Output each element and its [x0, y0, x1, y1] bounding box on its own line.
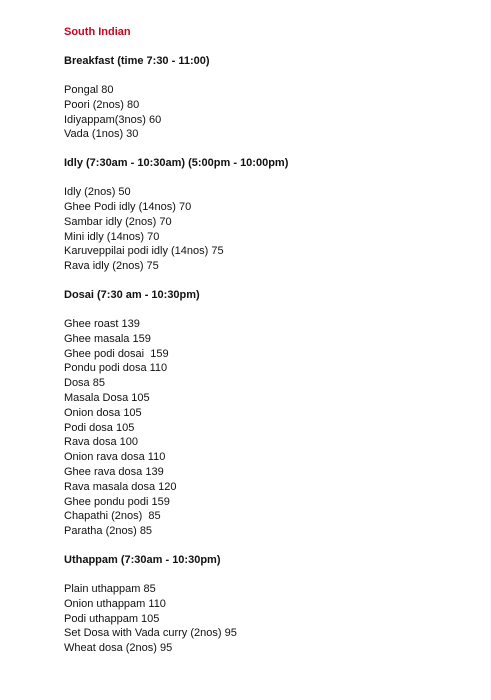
menu-item: Chapathi (2nos) 85: [64, 510, 161, 523]
menu-item: Onion rava dosa 110: [64, 451, 166, 464]
menu-document: [64, 25, 474, 670]
section-heading: Dosai (7:30 am - 10:30pm): [64, 288, 200, 301]
menu-item: Pondu podi dosa 110: [64, 362, 168, 375]
menu-item: Podi dosa 105: [64, 421, 135, 434]
menu-item: Masala Dosa 105: [64, 391, 150, 404]
menu-item: Poori (2nos) 80: [64, 98, 140, 111]
menu-item: Ghee pondu podi 159: [64, 495, 170, 508]
section-heading: Uthappam (7:30am - 10:30pm): [64, 553, 221, 566]
menu-item: Idly (2nos) 50: [64, 186, 131, 199]
menu-item: Vada (1nos) 30: [64, 128, 139, 141]
menu-item: Ghee rava dosa 139: [64, 465, 164, 478]
menu-item: Onion dosa 105: [64, 406, 142, 419]
menu-item: Pongal 80: [64, 84, 114, 96]
section-dosai: [64, 288, 474, 539]
menu-item: Ghee masala 159: [64, 332, 151, 345]
menu-item: Karuveppilai podi idly (14nos) 75: [64, 245, 224, 258]
menu-item: Wheat dosa (2nos) 95: [64, 642, 173, 655]
menu-item: Onion uthappam 110: [64, 597, 166, 610]
section-breakfast: [64, 54, 474, 142]
menu-item: Set Dosa with Vada curry (2nos) 95: [64, 627, 237, 640]
menu-item: Podi uthappam 105: [64, 612, 160, 625]
item-list: [64, 83, 474, 142]
menu-item: Dosa 85: [64, 377, 105, 390]
menu-item: Ghee roast 139: [64, 317, 140, 330]
item-list: [64, 582, 474, 656]
menu-item: Rava idly (2nos) 75: [64, 260, 159, 273]
item-list: [64, 185, 474, 274]
section-uthappam: [64, 553, 474, 656]
section-heading: Idly (7:30am - 10:30am) (5:00pm - 10:00pm): [64, 157, 289, 170]
menu-item: Sambar idly (2nos) 70: [64, 215, 172, 228]
menu-item: Ghee podi dosai 159: [64, 347, 169, 360]
menu-item: Mini idly (14nos) 70: [64, 230, 160, 243]
menu-item: Ghee Podi idly (14nos) 70: [64, 200, 192, 213]
menu-item: Idiyappam(3nos) 60: [64, 113, 162, 126]
item-list: [64, 317, 474, 539]
section-heading: Breakfast (time 7:30 - 11:00): [64, 55, 210, 67]
menu-item: Paratha (2nos) 85: [64, 525, 153, 538]
menu-title: South Indian: [64, 26, 131, 38]
menu-item: Rava dosa 100: [64, 436, 138, 449]
section-idly: [64, 156, 474, 274]
menu-item: Plain uthappam 85: [64, 582, 156, 595]
menu-item: Rava masala dosa 120: [64, 480, 177, 493]
